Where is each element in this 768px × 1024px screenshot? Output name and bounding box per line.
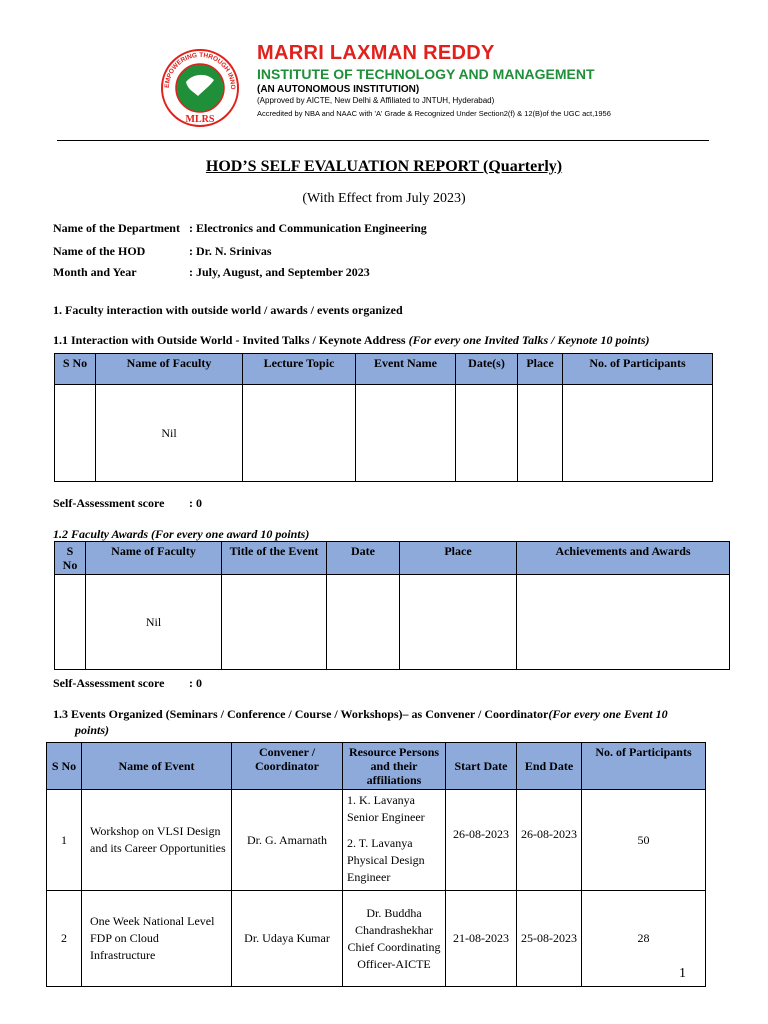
col-achievements: Achievements and Awards [517,542,730,575]
section-1-3-title: 1.3 Events Organized (Seminars / Conference / Course / Workshops)– as Convener / Coordinator [53,707,549,721]
col-sno: S No [55,542,86,575]
section-1-3-note-cont: points) [75,723,110,737]
col-place: Place [400,542,517,575]
section-1-1-score [53,496,202,511]
month-year-label: Month and Year [53,265,137,279]
col-date: Date [327,542,400,575]
col-faculty: Name of Faculty [86,542,222,575]
hod-row [53,244,272,259]
logo-abbr: MLRS [185,114,215,125]
cell [55,385,96,482]
score-label: Self-Assessment score [53,496,165,510]
cell-sno: 2 [47,891,82,987]
col-participants: No. of Participants [563,354,713,385]
cell: Nil [96,385,243,482]
department-row [53,221,427,236]
cell [400,575,517,670]
header-divider [57,140,709,141]
table-row [55,385,713,482]
cell [222,575,327,670]
cell-end: 25-08-2023 [517,891,582,987]
invited-talks-table [54,353,713,482]
table-row [55,575,730,670]
section-1-heading: 1. Faculty interaction with outside world / awards / events organized [53,303,403,317]
section-1-1-title: 1.1 Interaction with Outside World - Invited Talks / Keynote Address [53,333,409,347]
hod-label: Name of the HOD [53,244,146,258]
college-logo [158,46,242,130]
score-value: : 0 [189,496,202,510]
cell-sno: 1 [47,790,82,891]
report-title: HOD’S SELF EVALUATION REPORT (Quarterly) [205,158,563,175]
col-event-title: Title of the Event [222,542,327,575]
institute-name: INSTITUTE OF TECHNOLOGY AND MANAGEMENT [257,66,595,82]
cell [456,385,518,482]
events-organized-table [46,742,706,987]
cell-convener: Dr. Udaya Kumar [232,891,343,987]
table-header-row [55,354,713,385]
resource-person-1: 1. K. Lavanya Senior Engineer [347,793,425,824]
col-sno: S No [55,354,96,385]
section-1-3-note: (For every one Event 10 [548,707,668,721]
cell [563,385,713,482]
cell [356,385,456,482]
approval-line: (Approved by AICTE, New Delhi & Affiliated to JNTUH, Hyderabad) [257,96,495,105]
resource-person-2: 2. T. Lavanya Physical Design Engineer [347,836,425,884]
col-start-date: Start Date [446,743,517,790]
section-1-1-heading [53,333,649,348]
page-number: 1 [679,966,686,981]
section-1-2-heading: 1.2 Faculty Awards (For every one award 10 points) [53,527,310,541]
col-lecture-topic: Lecture Topic [243,354,356,385]
cell [327,575,400,670]
cell-event: One Week National Level FDP on Cloud Infrastructure [82,891,232,987]
section-1-1-note: (For every one Invited Talks / Keynote 10 points) [408,333,650,347]
faculty-awards-table [54,541,730,670]
table-header-row [55,542,730,575]
cell [243,385,356,482]
col-event-name: Name of Event [82,743,232,790]
col-place: Place [518,354,563,385]
cell-end: 26-08-2023 [517,790,582,891]
table-header-row [47,743,706,790]
table-row [47,891,706,987]
col-dates: Date(s) [456,354,518,385]
cell-start: 26-08-2023 [446,790,517,891]
accreditation-line: Accredited by NBA and NAAC with 'A' Grade & Recognized Under Section2(f) & 12(B)of the UGC act,1956 [257,109,611,118]
cell-convener: Dr. G. Amarnath [232,790,343,891]
col-faculty: Name of Faculty [96,354,243,385]
col-convener: Convener / Coordinator [232,743,343,790]
department-value: : Electronics and Communication Engineering [189,221,427,235]
cell [518,385,563,482]
table-row [47,790,706,891]
cell: Nil [86,575,222,670]
section-1-3-heading [53,706,713,738]
college-name: MARRI LAXMAN REDDY [257,42,495,64]
cell-resource [343,790,446,891]
month-year-row [53,265,370,280]
col-sno: S No [47,743,82,790]
cell-participants: 28 [582,891,706,987]
col-participants: No. of Participants [582,743,706,790]
logo-ring-text: EMPOWERING THROUGH INNO [163,51,237,90]
cell-resource: Dr. Buddha Chandrashekhar Chief Coordinating Officer-AICTE [343,891,446,987]
report-subtitle: (With Effect from July 2023) [302,191,466,206]
department-label: Name of the Department [53,221,180,235]
hod-value: : Dr. N. Srinivas [189,244,272,258]
section-1-2-score [53,676,202,691]
autonomous-label: (AN AUTONOMOUS INSTITUTION) [257,84,420,95]
month-year-value: : July, August, and September 2023 [189,265,370,279]
col-event-name: Event Name [356,354,456,385]
cell [55,575,86,670]
cell-participants: 50 [582,790,706,891]
cell-event: Workshop on VLSI Design and its Career Opportunities [82,790,232,891]
cell-start: 21-08-2023 [446,891,517,987]
col-end-date: End Date [517,743,582,790]
score-label: Self-Assessment score [53,676,165,690]
score-value: : 0 [189,676,202,690]
col-resource-persons: Resource Persons and their affiliations [343,743,446,790]
cell [517,575,730,670]
